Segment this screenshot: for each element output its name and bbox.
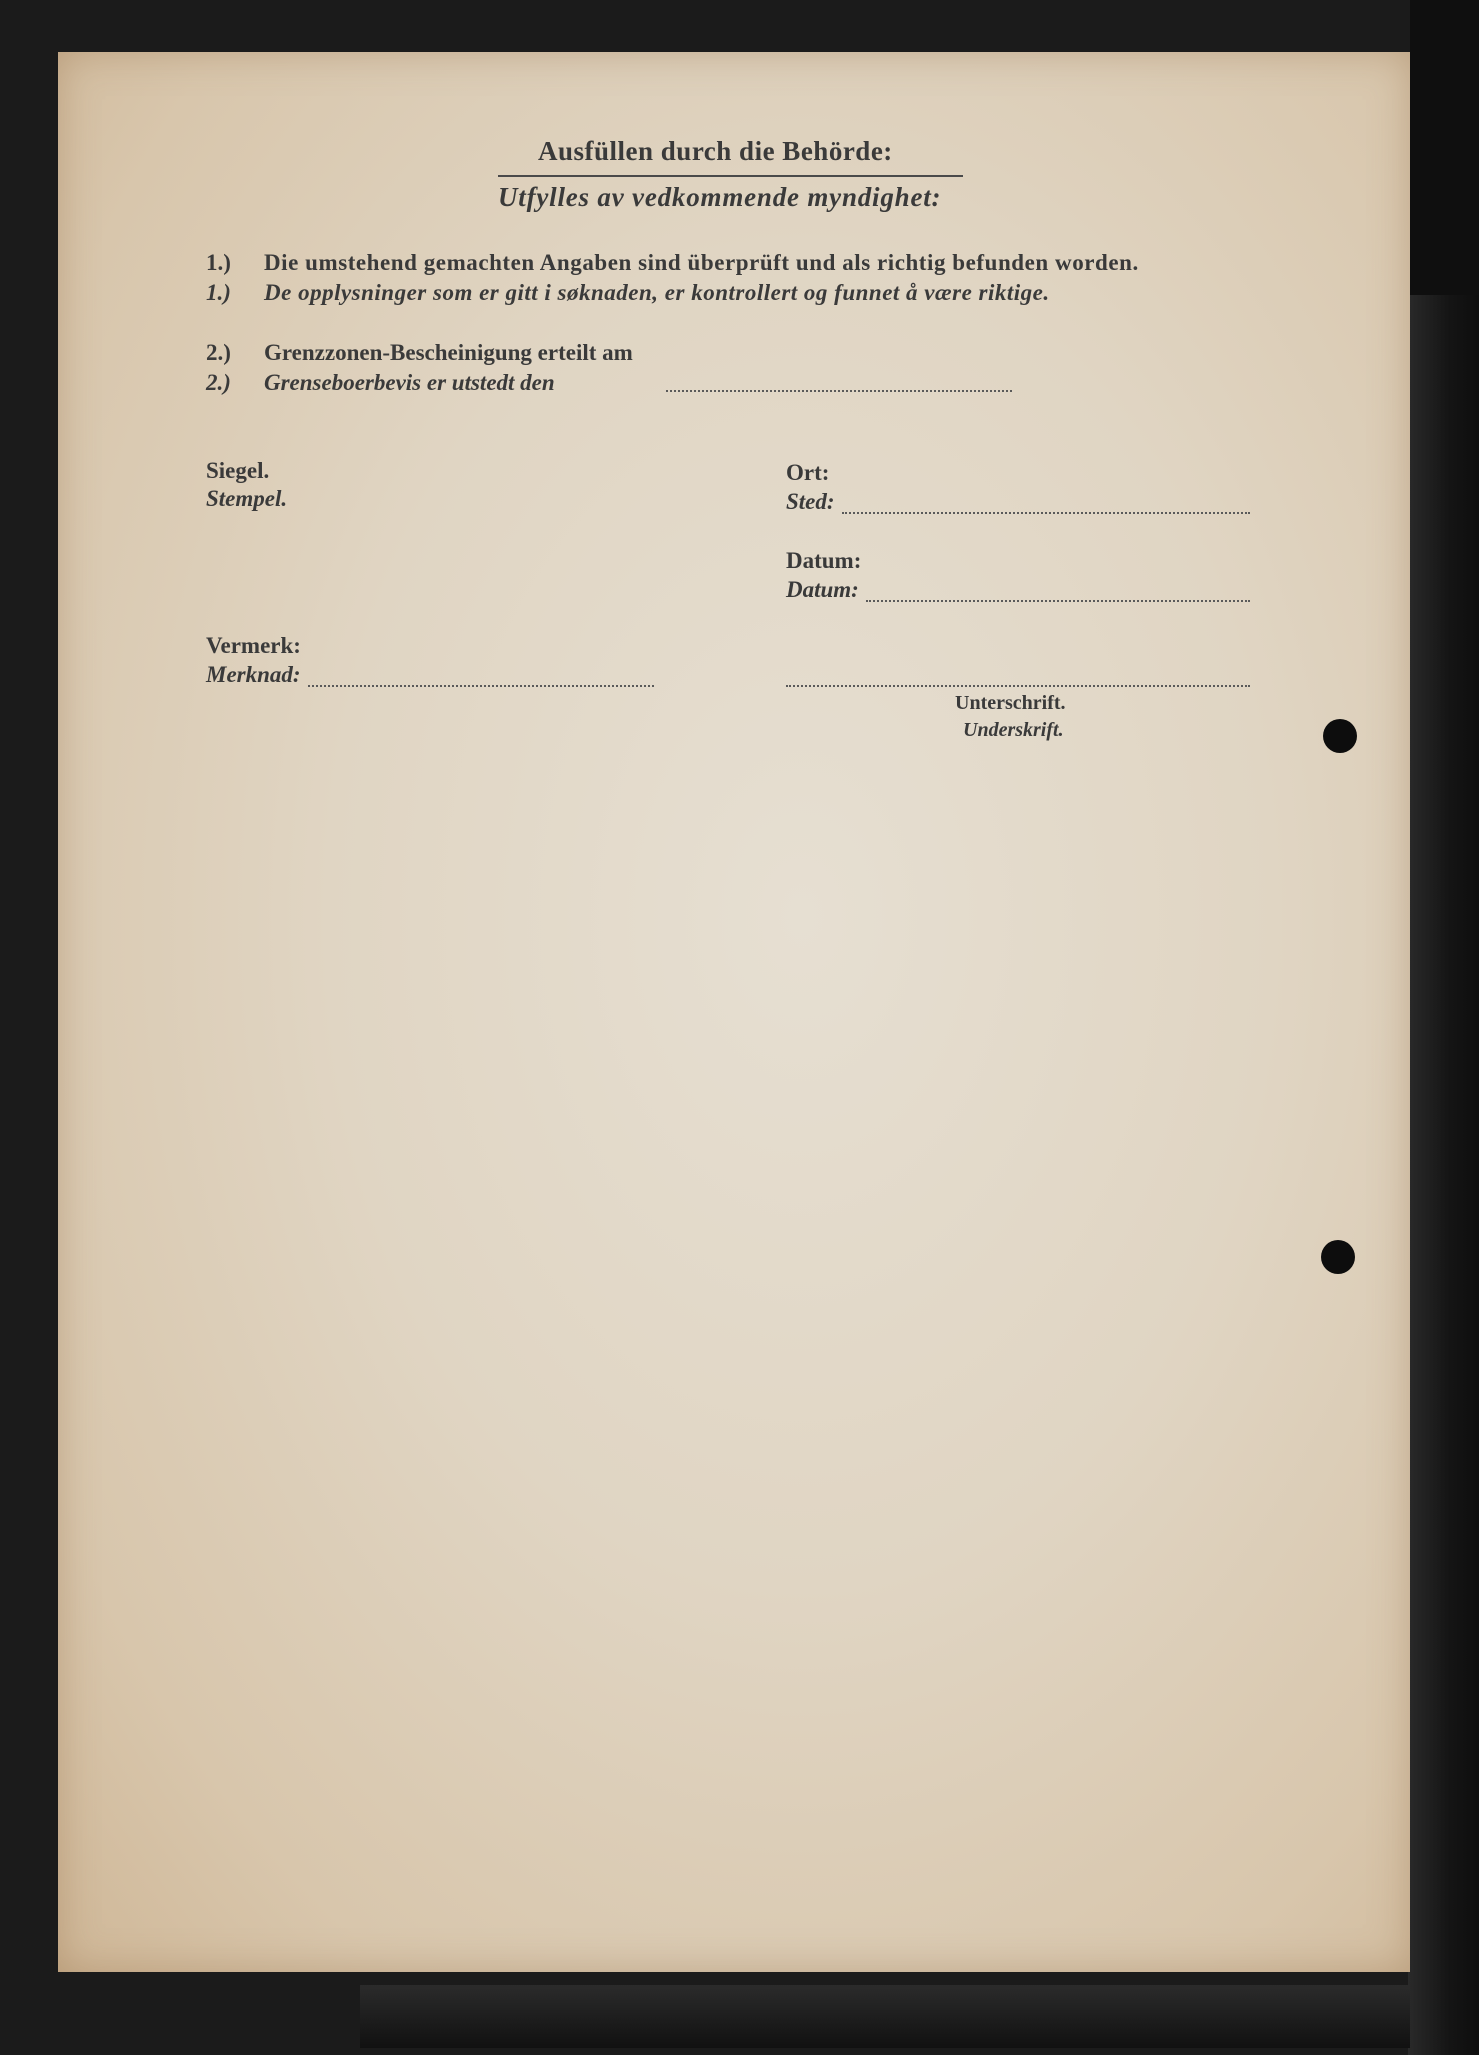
issue-date-field-line[interactable] [666, 390, 1012, 392]
item-1-text-de: Die umstehend gemachten Angaben sind überprüft und als richtig befunden worden. [264, 250, 1139, 275]
seal-label-de: Siegel. [206, 458, 270, 483]
scan-background-bottom [360, 1985, 1410, 2048]
signature-label-de: Unterschrift. [955, 692, 1066, 714]
scan-background-top-right [1410, 0, 1479, 300]
item-2-text-no: Grenseboerbevis er utstedt den [264, 370, 555, 395]
item-2-number-de: 2.) [206, 340, 231, 365]
scan-background-right [1408, 295, 1479, 2055]
document-page [58, 52, 1410, 1972]
signature-field-line[interactable] [786, 685, 1250, 687]
remark-field-line[interactable] [308, 685, 654, 687]
signature-label-no: Underskrift. [963, 719, 1064, 741]
place-field-line[interactable] [842, 512, 1250, 514]
place-label-no: Sted: [786, 489, 835, 514]
punch-hole-bottom [1321, 1240, 1355, 1274]
date-field-line[interactable] [866, 600, 1250, 602]
punch-hole-top [1323, 719, 1357, 753]
title-norwegian: Utfylles av vedkommende myndighet: [498, 182, 942, 212]
title-underline [498, 175, 963, 177]
item-1-text-no: De opplysninger som er gitt i søknaden, er kontrollert og funnet å være riktige. [264, 280, 1050, 305]
title-german: Ausfüllen durch die Behörde: [538, 136, 893, 166]
place-label-de: Ort: [786, 460, 830, 485]
item-1-number-de: 1.) [206, 250, 231, 275]
item-1-number-no: 1.) [206, 280, 231, 305]
item-2-number-no: 2.) [206, 370, 231, 395]
remark-label-de: Vermerk: [206, 633, 301, 658]
remark-label-no: Merknad: [206, 662, 301, 687]
seal-label-no: Stempel. [206, 486, 288, 511]
date-label-no: Datum: [786, 577, 859, 602]
date-label-de: Datum: [786, 548, 862, 573]
item-2-text-de: Grenzzonen-Bescheinigung erteilt am [264, 340, 633, 365]
